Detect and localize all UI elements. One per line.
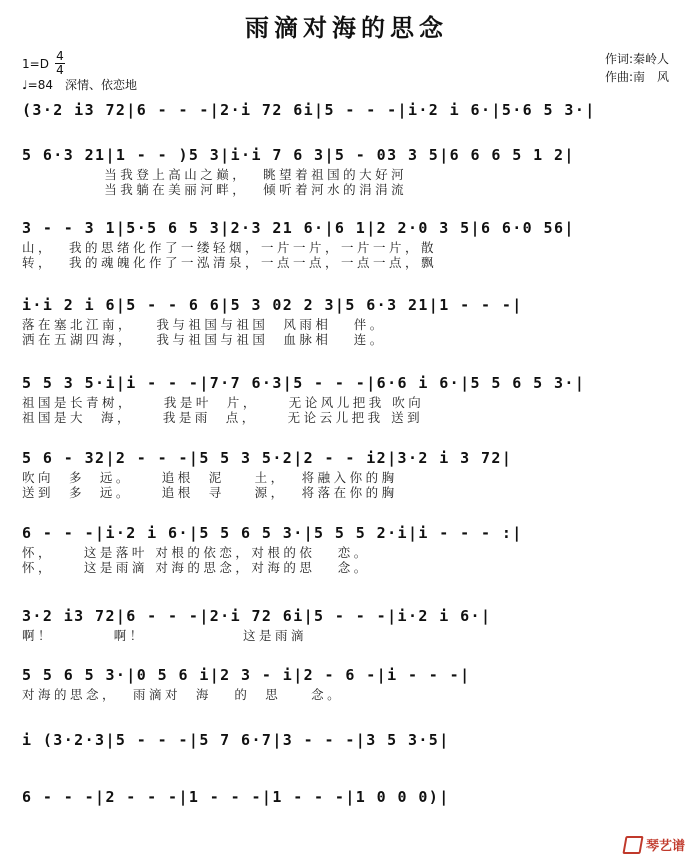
lyric-verse-1: 祖国是长青树， 我是叶 片， 无论风儿把我 吹向 <box>22 395 425 410</box>
staff-system-4 <box>22 295 672 347</box>
notation-line: 5 5 3 5·i|i - - -|7·7 6·3|5 - - -|6·6 i 6·|5 5 6 5 3·| <box>22 374 586 392</box>
lyric-verse-1: 山， 我的思绪化作了一缕轻烟，一片一片，一片一片，散 <box>22 240 437 255</box>
time-signature <box>55 50 65 77</box>
tempo-marking: ♩=84 <box>22 78 53 92</box>
lyric-verse-2: 洒在五湖四海， 我与祖国与祖国 血脉相 连。 <box>22 332 386 347</box>
composer-credit: 作曲:南 风 <box>604 70 669 84</box>
notation-line: 5 6·3 21|1 - - )5 3|i·i 7 6 3|5 - 03 3 5|6 6 6 5 1 2| <box>22 146 575 164</box>
expression-marking: 深情、依恋地 <box>64 78 137 92</box>
song-header-left <box>22 50 137 93</box>
lyric-verse-2: 转， 我的魂魄化作了一泓清泉，一点一点，一点一点，飘 <box>22 255 437 270</box>
staff-system-3 <box>22 218 672 270</box>
tempo-line <box>22 77 137 93</box>
time-signature-bottom: 4 <box>56 63 64 77</box>
song-title: 雨滴对海的思念 <box>245 13 448 42</box>
staff-system-1 <box>22 100 672 122</box>
notation-line: (3·2 i3 72|6 - - -|2·i 72 6i|5 - - -|i·2 i 6·|5·6 5 3·| <box>22 101 596 119</box>
staff-system-2 <box>22 145 672 197</box>
notation-line: i (3·2·3|5 - - -|5 7 6·7|3 - - -|3 5 3·5| <box>22 731 450 749</box>
notation-line: 6 - - -|i·2 i 6·|5 5 6 5 3·|5 5 5 2·i|i - - - :| <box>22 524 523 542</box>
key-and-time <box>22 50 137 77</box>
lyric-verse-2: 当我躺在美丽河畔， 倾听着河水的涓涓流 <box>22 182 408 197</box>
lyric-line: 啊！ 啊！ 这是雨滴 <box>22 628 307 643</box>
lyric-verse-2: 怀， 这是雨滴 对海的思念，对海的思 念。 <box>22 560 370 575</box>
notation-line: 6 - - -|2 - - -|1 - - -|1 - - -|1 0 0 0)| <box>22 788 450 806</box>
lyric-verse-2: 送到 多 远。 追根 寻 源， 将落在你的胸 <box>22 485 398 500</box>
piano-logo-icon <box>622 836 643 854</box>
staff-system-8 <box>22 606 672 643</box>
song-credits <box>605 50 669 86</box>
lyricist-credit: 作词:秦岭人 <box>604 52 669 66</box>
notation-line: 3·2 i3 72|6 - - -|2·i 72 6i|5 - - -|i·2 i 6·| <box>22 607 492 625</box>
staff-system-9 <box>22 665 672 702</box>
lyric-verse-1: 怀， 这是落叶 对根的依恋，对根的依 恋。 <box>22 545 370 560</box>
staff-system-11 <box>22 787 672 809</box>
time-signature-top: 4 <box>56 49 64 63</box>
lyric-verse-1: 落在塞北江南， 我与祖国与祖国 风雨相 伴。 <box>22 317 386 332</box>
staff-system-10 <box>22 730 672 752</box>
notation-line: i·i 2 i 6|5 - - 6 6|5 3 02 2 3|5 6·3 21|1 - - -| <box>22 296 523 314</box>
site-watermark <box>624 835 685 854</box>
notation-line: 3 - - 3 1|5·5 6 5 3|2·3 21 6·|6 1|2 2·0 3 5|6 6·0 56| <box>22 219 575 237</box>
lyric-verse-2: 祖国是大 海， 我是雨 点， 无论云儿把我 送到 <box>22 410 424 425</box>
staff-system-7 <box>22 523 672 575</box>
lyric-line: 对海的思念， 雨滴对 海 的 思 念。 <box>22 687 344 702</box>
key-signature: 1=D <box>22 56 49 71</box>
notation-line: 5 6 - 32|2 - - -|5 5 3 5·2|2 - - i2|3·2 i 3 72| <box>22 449 513 467</box>
lyric-verse-1: 吹向 多 远。 追根 泥 土， 将融入你的胸 <box>22 470 398 485</box>
lyric-verse-1: 当我登上高山之巅， 眺望着祖国的大好河 <box>22 167 408 182</box>
staff-system-5 <box>22 373 672 425</box>
staff-system-6 <box>22 448 672 500</box>
watermark-text: 琴艺谱 <box>645 839 685 854</box>
notation-line: 5 5 6 5 3·|0 5 6 i|2 3 - i|2 - 6 -|i - - -| <box>22 666 471 684</box>
